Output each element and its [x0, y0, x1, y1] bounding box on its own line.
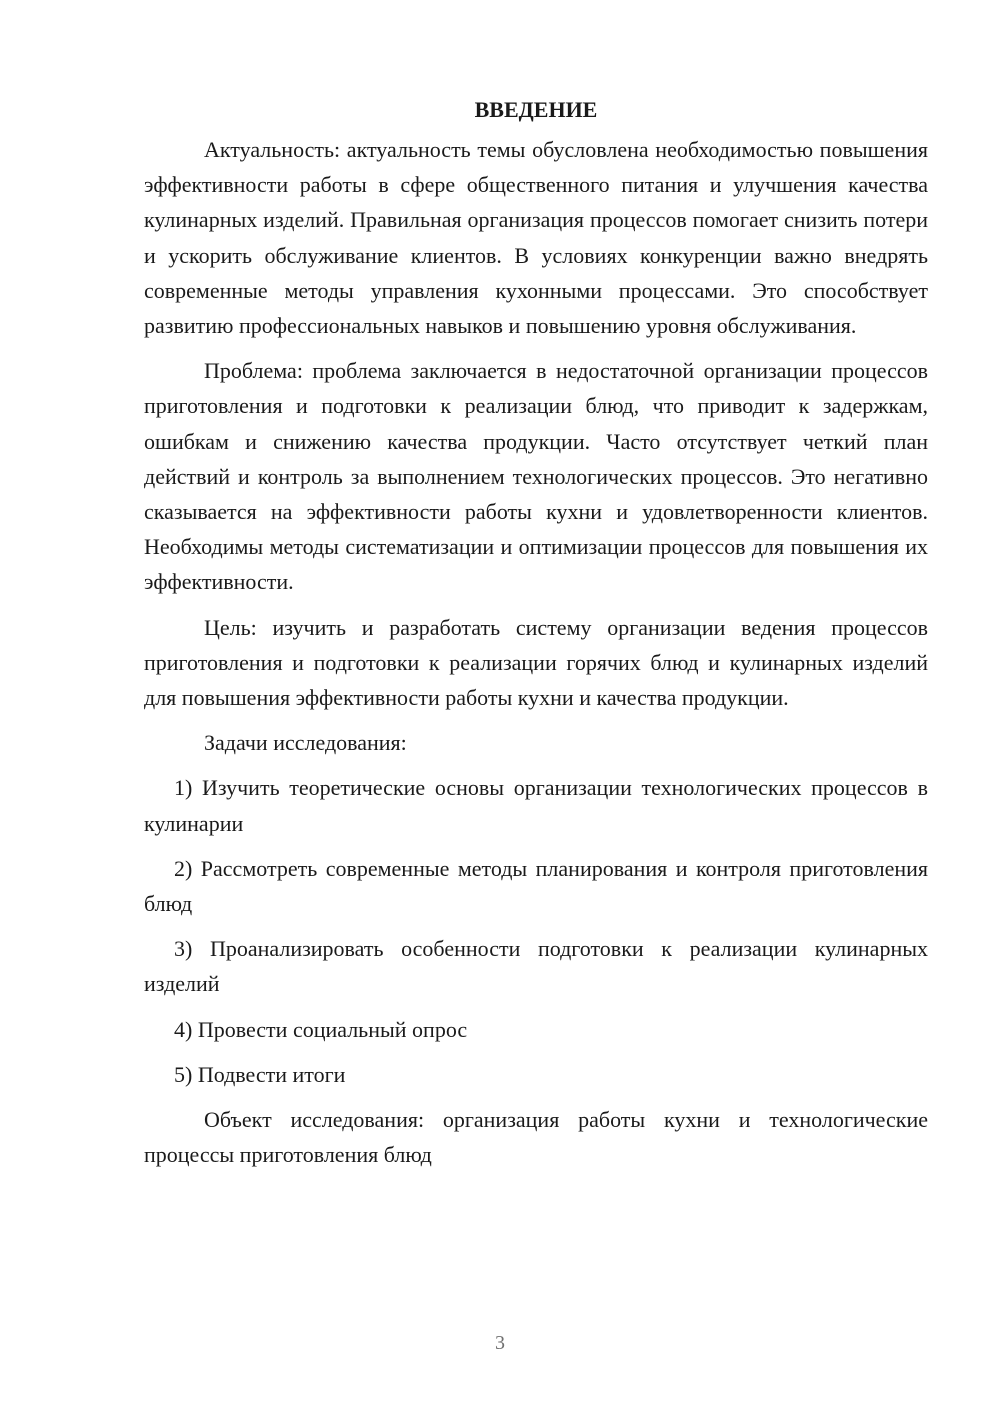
- document-page: [144, 92, 928, 1182]
- paragraph-goal: Цель: изучить и разработать систему организации ведения процессов приготовления и подготовки к реализации горячих блюд и кулинарных изделий для повышения эффективности работы кухни и качества продукции.: [144, 614, 928, 711]
- paragraph-object: Объект исследования: организация работы кухни и технологические процессы приготовления блюд: [144, 1107, 928, 1168]
- task-item-1: 1) Изучить теоретические основы организации технологических процессов в кулинарии: [144, 775, 928, 836]
- page-title: ВВЕДЕНИЕ: [474, 97, 598, 122]
- tasks-heading: Задачи исследования:: [204, 730, 407, 756]
- task-item-5: 5) Подвести итоги: [174, 1061, 346, 1087]
- task-item-3: 3) Проанализировать особенности подготовки к реализации кулинарных изделий: [144, 936, 928, 997]
- task-item-4: 4) Провести социальный опрос: [174, 1016, 468, 1042]
- paragraph-problem: Проблема: проблема заключается в недостаточной организации процессов приготовления и подготовки к реализации блюд, что приводит к задержкам, ошибкам и снижению качества продукции. Часто отсутствует четкий план действий и контроль за выполнением технологических процессов. Это негативно сказывается на эффективности работы кухни и удовлетворенности клиентов. Необходимы методы систематизации и оптимизации процессов для повышения их эффективности.: [144, 358, 928, 595]
- page-number: 3: [495, 1332, 505, 1354]
- task-item-2: 2) Рассмотреть современные методы планирования и контроля приготовления блюд: [144, 855, 928, 917]
- paragraph-relevance: Актуальность: актуальность темы обусловлена необходимостью повышения эффективности работы в сфере общественного питания и улучшения качества кулинарных изделий. Правильная организация процессов помогает снизить потери и ускорить обслуживание клиентов. В условиях конкуренции важно внедрять современные методы управления кухонными процессами. Это способствует развитию профессиональных навыков и повышению уровня обслуживания.: [144, 137, 928, 339]
